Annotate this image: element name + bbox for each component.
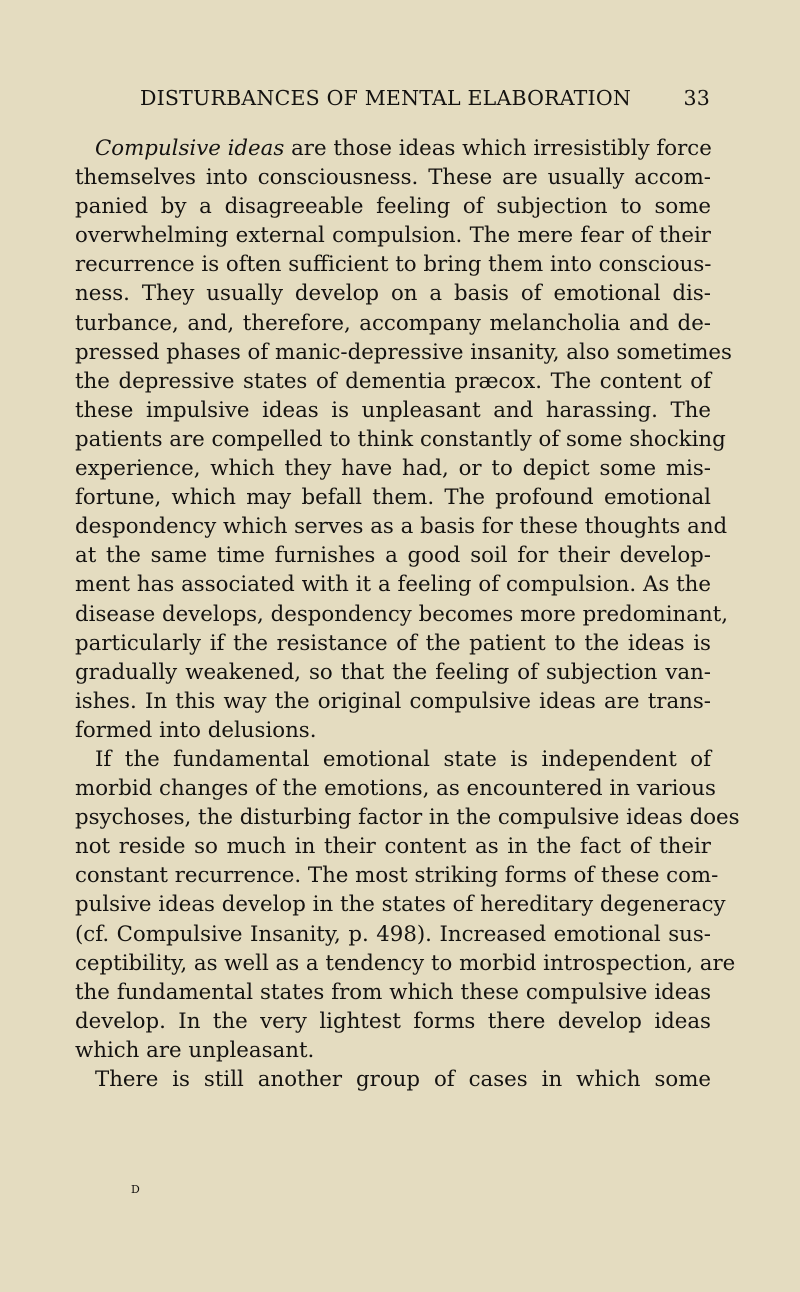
text-line: formed into delusions. <box>75 717 317 743</box>
text-line: develop. In the very lightest forms there develop ideas <box>75 1008 711 1034</box>
text-line: pressed phases of manic-depressive insanity, also sometimes <box>75 339 732 365</box>
signature-mark: D <box>131 1183 141 1196</box>
page-number: 33 <box>683 86 710 110</box>
text-line: overwhelming external compulsion. The mere fear of their <box>75 223 711 249</box>
text-line: constant recurrence. The most striking forms of these com- <box>75 863 719 889</box>
text-line: pulsive ideas develop in the states of hereditary degeneracy <box>75 892 726 918</box>
running-head <box>140 86 710 116</box>
text-line: If the fundamental emotional state is independent of <box>95 746 711 772</box>
text-line <box>75 134 711 163</box>
text-line: turbance, and, therefore, accompany melancholia and de- <box>75 310 711 336</box>
text-line: psychoses, the disturbing factor in the compulsive ideas does <box>75 805 740 831</box>
text-line: There is still another group of cases in which some <box>95 1067 711 1092</box>
text-line: experience, which they have had, or to depict some mis- <box>75 456 711 482</box>
text-line: disease develops, despondency becomes more predominant, <box>75 601 728 627</box>
line-text: are those ideas which irresistibly force <box>284 136 712 161</box>
text-line: (cf. Compulsive Insanity, p. 498). Increased emotional sus- <box>75 921 711 947</box>
running-head-title: DISTURBANCES OF MENTAL ELABORATION <box>140 86 631 110</box>
text-line: patients are compelled to think constantly of some shocking <box>75 426 726 452</box>
text-line: the depressive states of dementia præcox. The content of <box>75 368 711 394</box>
text-line: the fundamental states from which these compulsive ideas <box>75 979 711 1005</box>
text-line: not reside so much in their content as in the fact of their <box>75 834 711 860</box>
text-line: ness. They usually develop on a basis of emotional dis- <box>75 281 711 307</box>
text-line: ishes. In this way the original compulsive ideas are trans- <box>75 688 711 714</box>
text-line: themselves into consciousness. These are usually accom- <box>75 165 711 191</box>
text-line: fortune, which may befall them. The profound emotional <box>75 485 711 511</box>
text-line: particularly if the resistance of the patient to the ideas is <box>75 630 711 656</box>
body-text <box>75 134 740 1094</box>
text-line: despondency which serves as a basis for these thoughts and <box>75 514 728 540</box>
text-line: at the same time furnishes a good soil for their develop- <box>75 543 711 569</box>
text-line: these impulsive ideas is unpleasant and harassing. The <box>75 397 711 423</box>
italic-term: Compulsive ideas <box>95 136 285 161</box>
text-line: panied by a disagreeable feeling of subjection to some <box>75 194 711 220</box>
text-line: gradually weakened, so that the feeling of subjection van- <box>75 659 711 685</box>
text-line: which are unpleasant. <box>75 1037 315 1063</box>
text-line: morbid changes of the emotions, as encountered in various <box>75 776 716 802</box>
text-line: ment has associated with it a feeling of compulsion. As the <box>75 572 711 598</box>
text-line: recurrence is often sufficient to bring them into conscious- <box>75 252 712 278</box>
text-line: ceptibility, as well as a tendency to morbid introspection, are <box>75 950 736 976</box>
